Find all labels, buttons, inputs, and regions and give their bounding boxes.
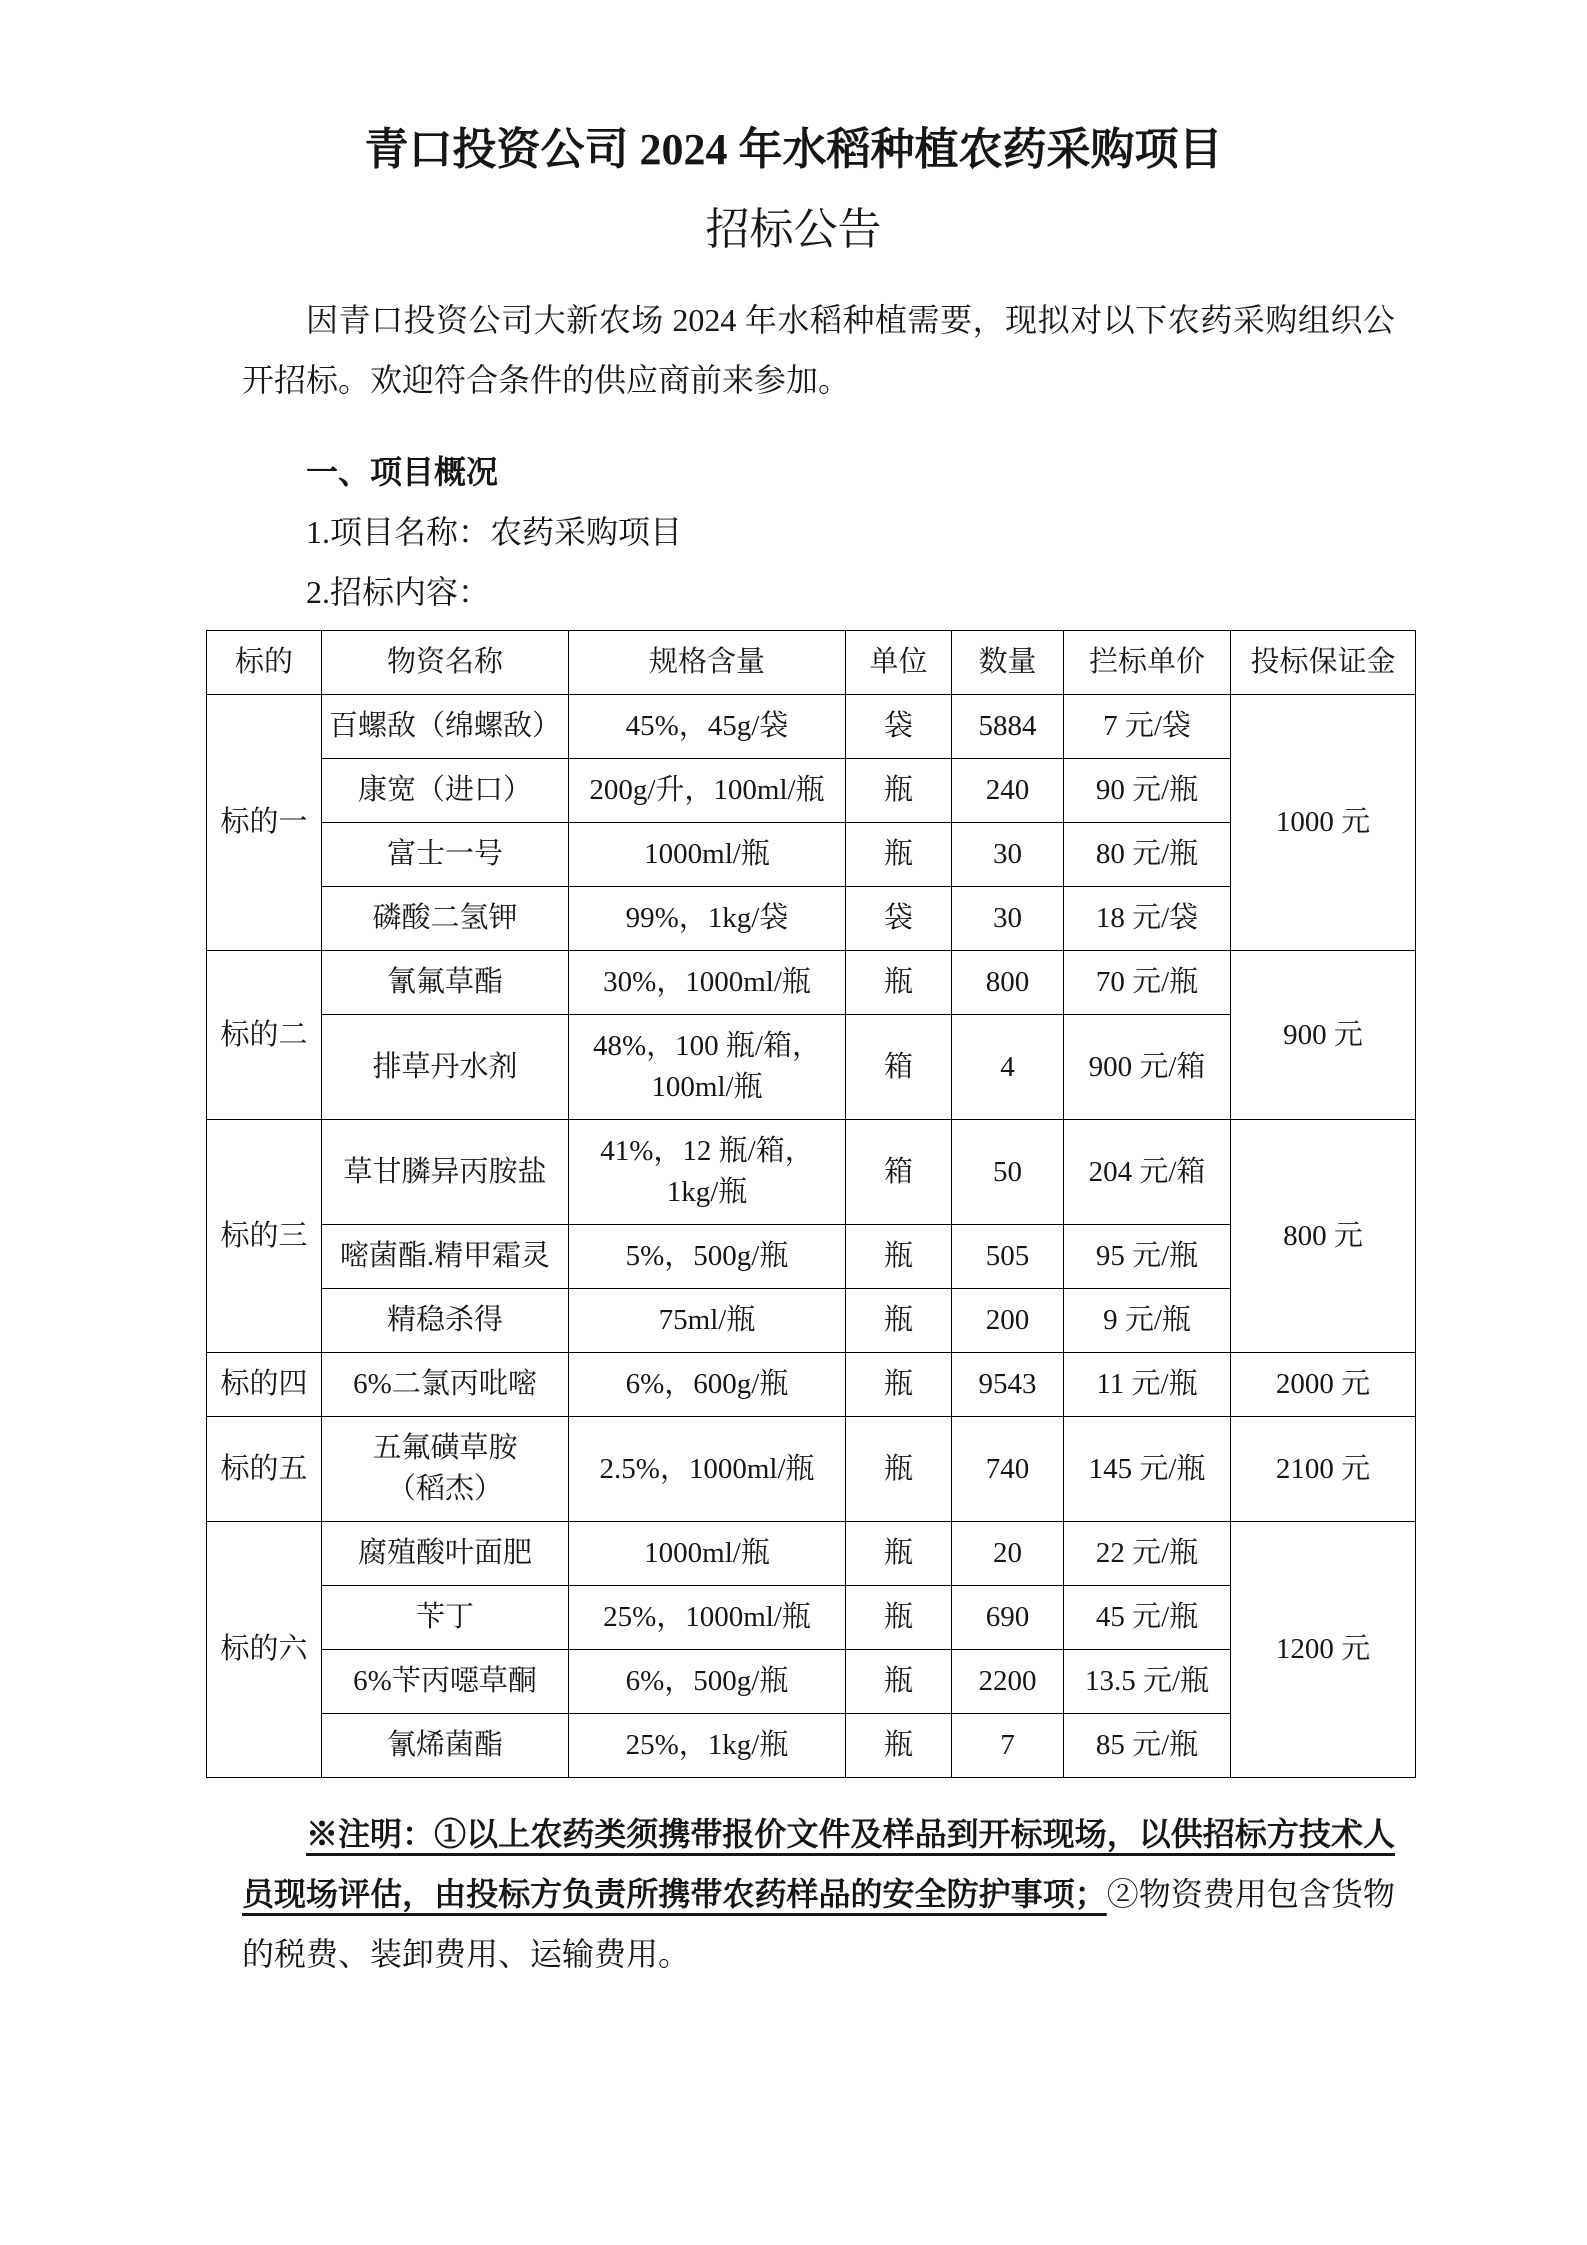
cell-spec: 1000ml/瓶 bbox=[569, 1522, 846, 1586]
cell-qty: 740 bbox=[952, 1417, 1064, 1522]
section-item-project-name: 1.项目名称：农药采购项目 bbox=[306, 514, 683, 550]
cell-qty: 505 bbox=[952, 1225, 1064, 1289]
cell-material-name: 腐殖酸叶面肥 bbox=[322, 1522, 569, 1586]
cell-price: 45 元/瓶 bbox=[1064, 1586, 1231, 1650]
cell-unit: 瓶 bbox=[846, 1417, 952, 1522]
cell-spec: 75ml/瓶 bbox=[569, 1289, 846, 1353]
table-row bbox=[207, 695, 1416, 759]
table-row bbox=[207, 1353, 1416, 1417]
cell-price: 7 元/袋 bbox=[1064, 695, 1231, 759]
cell-unit: 袋 bbox=[846, 695, 952, 759]
cell-unit: 瓶 bbox=[846, 823, 952, 887]
cell-price: 145 元/瓶 bbox=[1064, 1417, 1231, 1522]
cell-deposit: 2100 元 bbox=[1231, 1417, 1416, 1522]
cell-spec: 41%，12 瓶/箱，1kg/瓶 bbox=[569, 1120, 846, 1225]
cell-qty: 20 bbox=[952, 1522, 1064, 1586]
header-material-name: 物资名称 bbox=[322, 631, 569, 695]
cell-spec: 6%，600g/瓶 bbox=[569, 1353, 846, 1417]
cell-unit: 瓶 bbox=[846, 951, 952, 1015]
cell-deposit: 900 元 bbox=[1231, 951, 1416, 1120]
cell-material-name: 磷酸二氢钾 bbox=[322, 887, 569, 951]
cell-price: 22 元/瓶 bbox=[1064, 1522, 1231, 1586]
cell-material-name: 排草丹水剂 bbox=[322, 1015, 569, 1120]
footnote-paragraph bbox=[242, 1804, 1395, 1984]
bid-items-table bbox=[206, 630, 1416, 1778]
material-name-line1: 五氟磺草胺 bbox=[372, 1432, 518, 1464]
cell-qty: 30 bbox=[952, 823, 1064, 887]
cell-qty: 690 bbox=[952, 1586, 1064, 1650]
footnote-underlined-text: ※注明：①以上农药类须携带报价文件及样品到开标现场，以供招标方技术人员现场评估，由投标方负责所携带农药样品的安全防护事项； bbox=[242, 1816, 1395, 1912]
cell-spec: 48%，100 瓶/箱，100ml/瓶 bbox=[569, 1015, 846, 1120]
cell-spec: 25%，1000ml/瓶 bbox=[569, 1586, 846, 1650]
cell-spec: 2.5%，1000ml/瓶 bbox=[569, 1417, 846, 1522]
cell-material-name: 嘧菌酯.精甲霜灵 bbox=[322, 1225, 569, 1289]
cell-qty: 7 bbox=[952, 1714, 1064, 1778]
header-ceiling-price: 拦标单价 bbox=[1064, 631, 1231, 695]
cell-material-name: 精稳杀得 bbox=[322, 1289, 569, 1353]
cell-material-name: 草甘膦异丙胺盐 bbox=[322, 1120, 569, 1225]
section-heading-project-overview: 一、项目概况 bbox=[306, 454, 499, 490]
cell-price: 11 元/瓶 bbox=[1064, 1353, 1231, 1417]
cell-material-name: 6%苄丙噁草酮 bbox=[322, 1650, 569, 1714]
cell-material-name: 氰烯菌酯 bbox=[322, 1714, 569, 1778]
header-unit: 单位 bbox=[846, 631, 952, 695]
document-title: 青口投资公司 2024 年水稻种植农药采购项目 bbox=[364, 125, 1223, 174]
cell-spec: 45%，45g/袋 bbox=[569, 695, 846, 759]
cell-spec: 1000ml/瓶 bbox=[569, 823, 846, 887]
cell-qty: 800 bbox=[952, 951, 1064, 1015]
cell-unit: 箱 bbox=[846, 1015, 952, 1120]
cell-price: 204 元/箱 bbox=[1064, 1120, 1231, 1225]
cell-material-name: 6%二氯丙吡嘧 bbox=[322, 1353, 569, 1417]
header-spec: 规格含量 bbox=[569, 631, 846, 695]
cell-price: 85 元/瓶 bbox=[1064, 1714, 1231, 1778]
header-deposit: 投标保证金 bbox=[1231, 631, 1416, 695]
cell-unit: 箱 bbox=[846, 1120, 952, 1225]
table-row bbox=[207, 1120, 1416, 1225]
cell-lot-label: 标的二 bbox=[207, 951, 322, 1120]
cell-unit: 瓶 bbox=[846, 1353, 952, 1417]
header-qty: 数量 bbox=[952, 631, 1064, 695]
cell-deposit: 1200 元 bbox=[1231, 1522, 1416, 1778]
cell-spec: 30%，1000ml/瓶 bbox=[569, 951, 846, 1015]
cell-material-name bbox=[322, 1417, 569, 1522]
cell-material-name: 百螺敌（绵螺敌） bbox=[322, 695, 569, 759]
cell-qty: 30 bbox=[952, 887, 1064, 951]
cell-unit: 瓶 bbox=[846, 1586, 952, 1650]
table-row bbox=[207, 1522, 1416, 1586]
header-lot: 标的 bbox=[207, 631, 322, 695]
cell-lot-label: 标的三 bbox=[207, 1120, 322, 1353]
cell-unit: 瓶 bbox=[846, 1522, 952, 1586]
cell-material-name: 康宽（进口） bbox=[322, 759, 569, 823]
cell-price: 80 元/瓶 bbox=[1064, 823, 1231, 887]
cell-material-name: 苄丁 bbox=[322, 1586, 569, 1650]
document-subtitle: 招标公告 bbox=[705, 205, 882, 254]
material-name-line2: （稻杰） bbox=[386, 1473, 503, 1505]
cell-spec: 5%，500g/瓶 bbox=[569, 1225, 846, 1289]
cell-lot-label: 标的四 bbox=[207, 1353, 322, 1417]
cell-unit: 瓶 bbox=[846, 1289, 952, 1353]
cell-spec: 25%，1kg/瓶 bbox=[569, 1714, 846, 1778]
cell-deposit: 800 元 bbox=[1231, 1120, 1416, 1353]
cell-qty: 200 bbox=[952, 1289, 1064, 1353]
cell-price: 70 元/瓶 bbox=[1064, 951, 1231, 1015]
cell-price: 9 元/瓶 bbox=[1064, 1289, 1231, 1353]
table-row bbox=[207, 951, 1416, 1015]
cell-unit: 瓶 bbox=[846, 759, 952, 823]
cell-unit: 袋 bbox=[846, 887, 952, 951]
cell-spec: 200g/升，100ml/瓶 bbox=[569, 759, 846, 823]
cell-price: 13.5 元/瓶 bbox=[1064, 1650, 1231, 1714]
cell-deposit: 2000 元 bbox=[1231, 1353, 1416, 1417]
cell-lot-label: 标的六 bbox=[207, 1522, 322, 1778]
footnote-plain-text: ②物资费用包含货物的税费、装卸费用、运输费用。 bbox=[242, 1876, 1395, 1972]
cell-material-name: 氰氟草酯 bbox=[322, 951, 569, 1015]
cell-qty: 2200 bbox=[952, 1650, 1064, 1714]
cell-qty: 5884 bbox=[952, 695, 1064, 759]
body-text-column bbox=[242, 290, 1395, 622]
cell-lot-label: 标的五 bbox=[207, 1417, 322, 1522]
cell-deposit: 1000 元 bbox=[1231, 695, 1416, 951]
cell-lot-label: 标的一 bbox=[207, 695, 322, 951]
cell-spec: 6%，500g/瓶 bbox=[569, 1650, 846, 1714]
cell-unit: 瓶 bbox=[846, 1650, 952, 1714]
cell-unit: 瓶 bbox=[846, 1225, 952, 1289]
intro-paragraph: 因青口投资公司大新农场 2024 年水稻种植需要，现拟对以下农药采购组织公开招标。欢迎符合条件的供应商前来参加。 bbox=[242, 302, 1395, 398]
cell-qty: 50 bbox=[952, 1120, 1064, 1225]
table-header-row bbox=[207, 631, 1416, 695]
cell-qty: 4 bbox=[952, 1015, 1064, 1120]
cell-spec: 99%，1kg/袋 bbox=[569, 887, 846, 951]
cell-unit: 瓶 bbox=[846, 1714, 952, 1778]
cell-price: 90 元/瓶 bbox=[1064, 759, 1231, 823]
cell-price: 900 元/箱 bbox=[1064, 1015, 1231, 1120]
cell-material-name: 富士一号 bbox=[322, 823, 569, 887]
cell-price: 18 元/袋 bbox=[1064, 887, 1231, 951]
cell-price: 95 元/瓶 bbox=[1064, 1225, 1231, 1289]
section-item-bid-content: 2.招标内容： bbox=[306, 574, 491, 610]
table-row bbox=[207, 1417, 1416, 1522]
cell-qty: 9543 bbox=[952, 1353, 1064, 1417]
cell-qty: 240 bbox=[952, 759, 1064, 823]
